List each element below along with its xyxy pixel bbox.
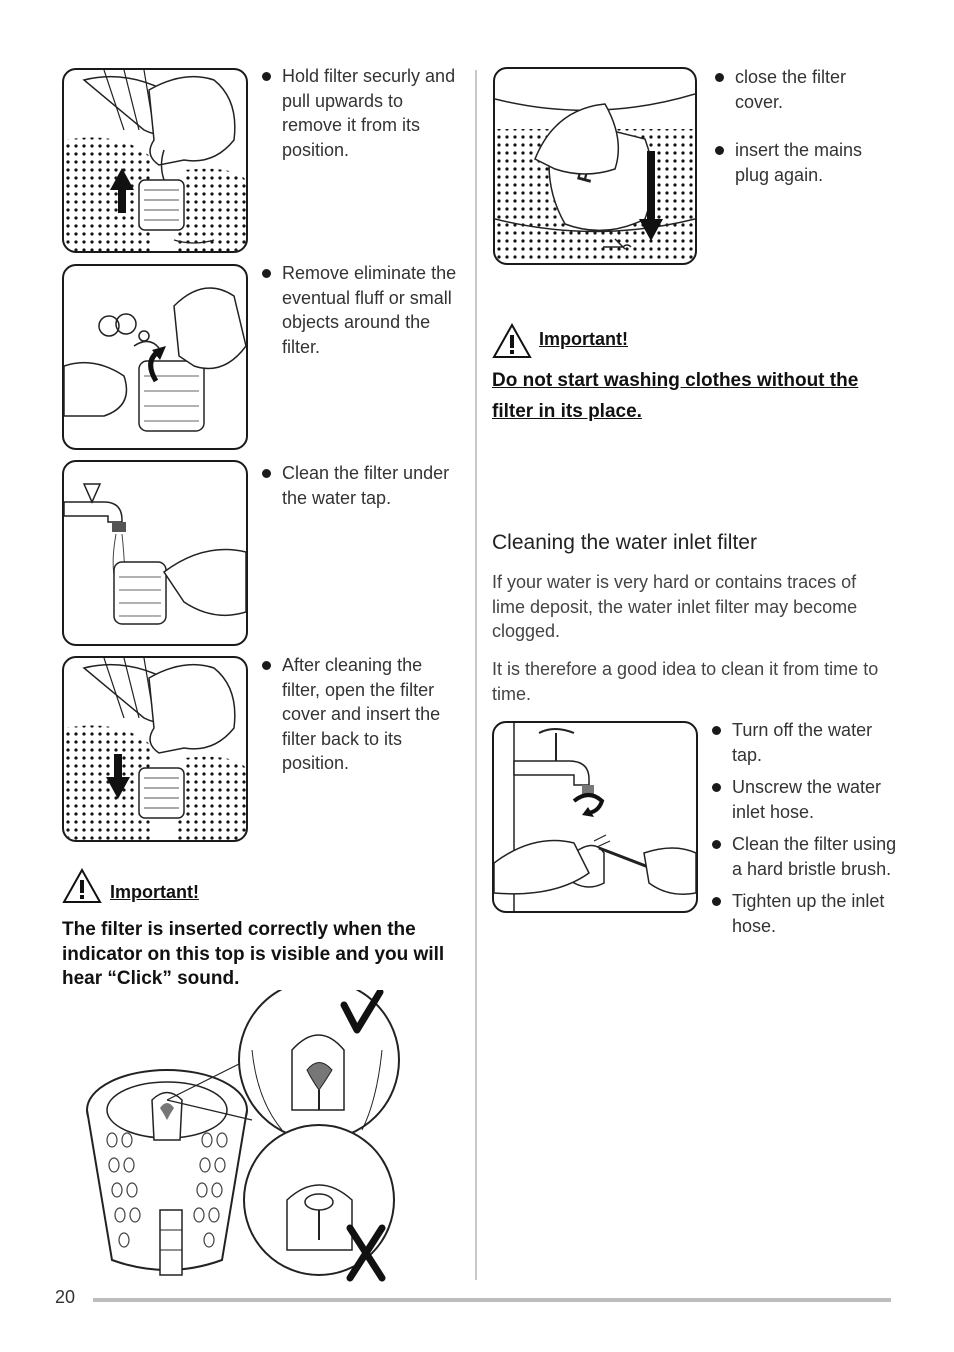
insert-filter-illustration	[62, 656, 248, 842]
important-text-left: The filter is inserted correctly when the indicator on this top is visible and you will hear “Click” sound.	[62, 919, 445, 989]
inlet-filter-cleaning-illustration	[492, 721, 698, 913]
footer-rule	[93, 1298, 891, 1302]
important-warning-line1: Do not start washing clothes without the	[492, 370, 859, 391]
remove-fluff-illustration	[62, 264, 248, 450]
page-number: 20	[55, 1287, 76, 1307]
filter-pull-up-illustration	[62, 68, 248, 253]
step-insert-filter: After cleaning the filter, open the filter cover and insert the filter back to its position.	[260, 653, 460, 776]
important-heading-left: Important!	[110, 882, 199, 902]
step-pull-filter: Hold filter securly and pull upwards to remove it from its position.	[260, 64, 460, 162]
filter-indicator-illustration	[82, 990, 402, 1282]
column-divider	[475, 70, 477, 1280]
step-turn-off-tap: Turn off the water tap.	[710, 718, 900, 767]
step-insert-plug: insert the mains plug again.	[713, 138, 888, 187]
warning-triangle-icon	[492, 323, 532, 359]
warning-triangle-icon	[62, 868, 102, 904]
step-remove-fluff: Remove eliminate the eventual fluff or small objects around the filter.	[260, 261, 460, 359]
rotate-arrow-icon	[574, 795, 602, 817]
step-close-cover: close the filter cover.	[713, 65, 888, 114]
section-paragraph-1: If your water is very hard or contains traces of lime deposit, the water inlet filter may become clogged.	[492, 572, 858, 641]
step-clean-inlet-filter: Clean the filter using a hard bristle brush.	[710, 832, 900, 881]
clean-under-tap-illustration	[62, 460, 248, 646]
important-heading-right: Important!	[539, 329, 628, 349]
step-unscrew-hose: Unscrew the water inlet hose.	[710, 775, 900, 824]
close-filter-cover-illustration	[493, 67, 697, 265]
section-title: Cleaning the water inlet filter	[492, 531, 757, 554]
section-paragraph-2: It is therefore a good idea to clean it from time to time.	[492, 659, 879, 704]
step-tighten-hose: Tighten up the inlet hose.	[710, 889, 900, 938]
step-clean-filter: Clean the filter under the water tap.	[260, 461, 460, 510]
important-warning-line2: filter in its place.	[492, 401, 642, 422]
